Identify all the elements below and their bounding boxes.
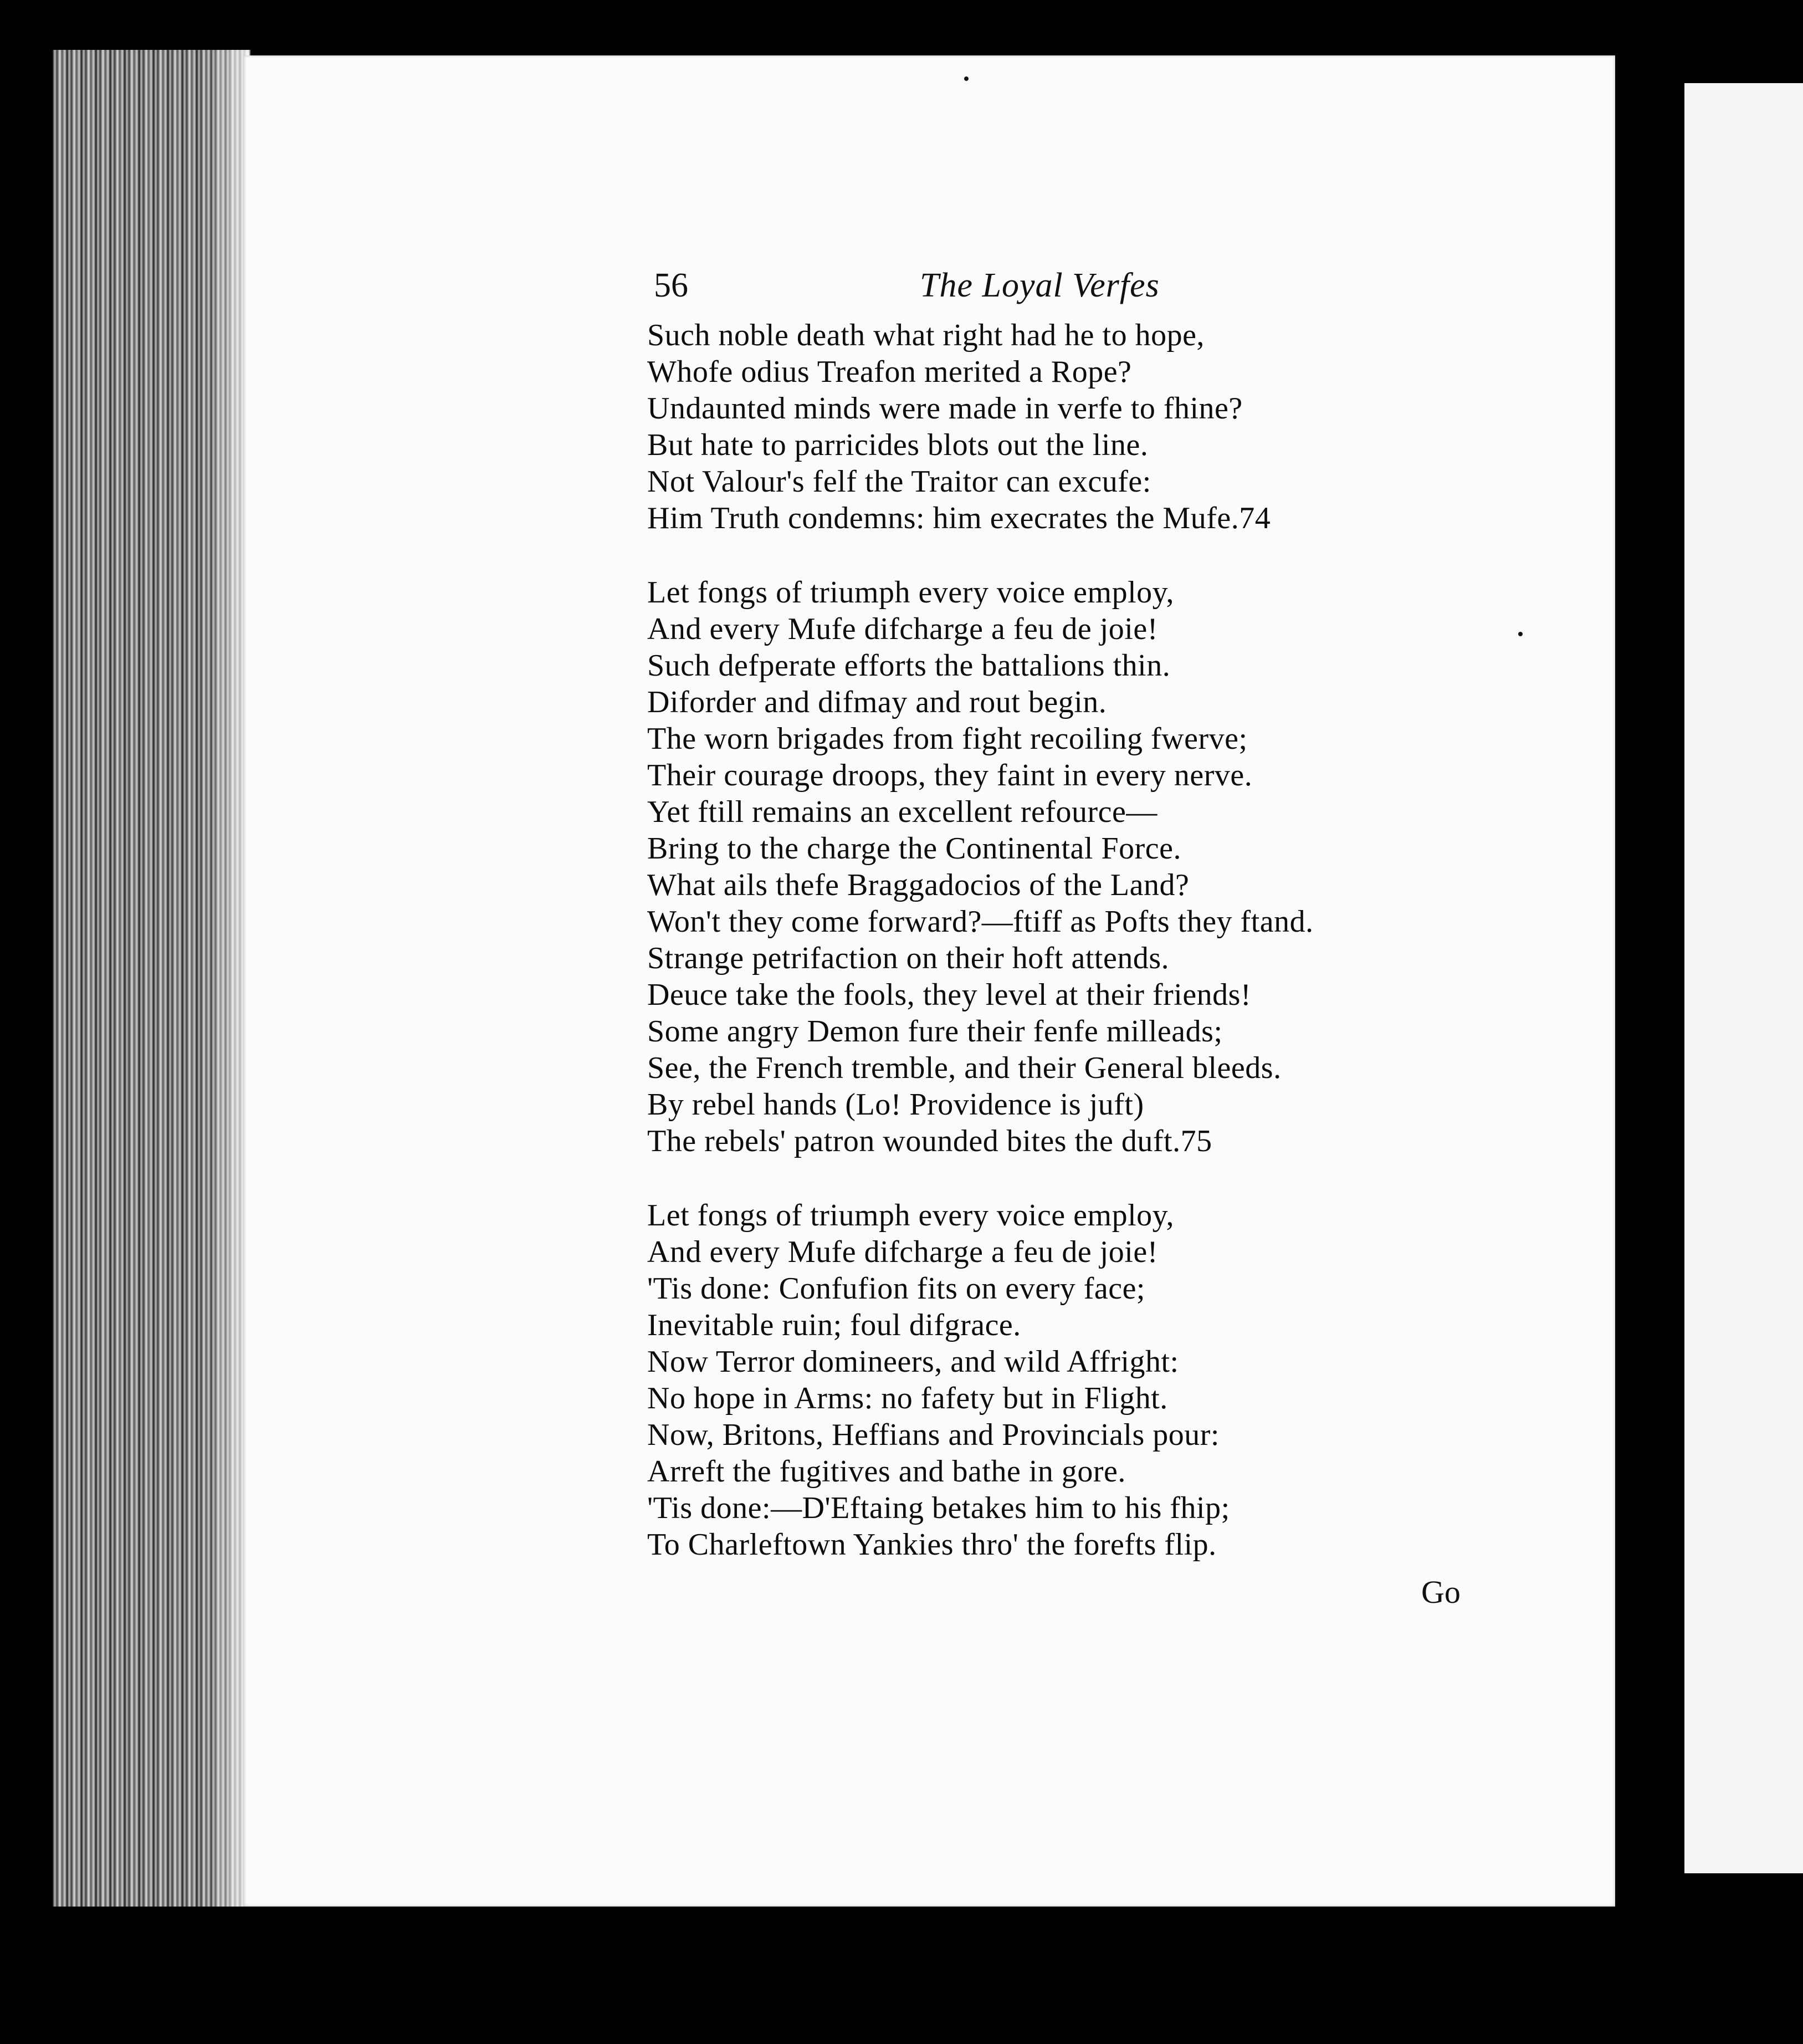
verse-line: Him Truth condemns: him execrates the Mufe.74 bbox=[647, 501, 1271, 535]
verse-line: Now, Britons, Heffians and Provincials pour: bbox=[647, 1418, 1220, 1452]
verse-line: Such defperate efforts the battalions thin. bbox=[647, 648, 1171, 683]
verse-line: Arreft the fugitives and bathe in gore. bbox=[647, 1454, 1126, 1489]
verse-line: Not Valour's felf the Traitor can excufe: bbox=[647, 464, 1151, 499]
verse-line: Some angry Demon fure their fenfe milleads; bbox=[647, 1014, 1223, 1049]
verse-line: What ails thefe Braggadocios of the Land? bbox=[647, 868, 1190, 902]
book-gutter bbox=[1657, 83, 1684, 1873]
verse-line: Diforder and difmay and rout begin. bbox=[647, 685, 1107, 719]
verse-line: 'Tis done:—D'Eftaing betakes him to his fhip; bbox=[647, 1491, 1230, 1525]
stanza-1 bbox=[647, 317, 1534, 536]
verse-line: See, the French tremble, and their General bleeds. bbox=[647, 1051, 1282, 1085]
verse-line: Bring to the charge the Continental Force. bbox=[647, 831, 1181, 866]
poem-body bbox=[647, 317, 1534, 1601]
verse-line: 'Tis done: Confufion fits on every face; bbox=[647, 1271, 1145, 1306]
verse-line: But hate to parricides blots out the line. bbox=[647, 428, 1149, 462]
verse-line: Whofe odius Treafon merited a Rope? bbox=[647, 355, 1132, 389]
verse-line: Won't they come forward?—ftiff as Pofts they ftand. bbox=[647, 905, 1314, 939]
verse-line: Now Terror domineers, and wild Affright: bbox=[647, 1345, 1179, 1379]
verse-line: Let fongs of triumph every voice employ, bbox=[647, 575, 1174, 610]
verse-line: Deuce take the fools, they level at their friends! bbox=[647, 978, 1252, 1012]
facing-page-edge bbox=[1684, 83, 1803, 1873]
verse-line: Their courage droops, they faint in every nerve. bbox=[647, 758, 1253, 793]
verse-line: And every Mufe difcharge a feu de joie! bbox=[647, 1235, 1158, 1269]
page-edges bbox=[53, 50, 250, 1907]
speck bbox=[964, 76, 969, 81]
verse-line: The worn brigades from fight recoiling fwerve; bbox=[647, 722, 1248, 756]
verse-line: Such noble death what right had he to hope, bbox=[647, 318, 1205, 352]
verse-line: Undaunted minds were made in verfe to fhine? bbox=[647, 391, 1243, 426]
verse-line: Yet ftill remains an excellent refource— bbox=[647, 795, 1157, 829]
verse-line: Strange petrifaction on their hoft attends. bbox=[647, 941, 1170, 975]
stanza-2 bbox=[647, 574, 1534, 1159]
verse-line: Inevitable ruin; foul difgrace. bbox=[647, 1308, 1021, 1342]
verse-line: To Charleftown Yankies thro' the forefts flip. bbox=[647, 1527, 1217, 1562]
verse-line: No hope in Arms: no fafety but in Flight. bbox=[647, 1381, 1168, 1416]
catchword: Go bbox=[1421, 1574, 1461, 1610]
running-head bbox=[654, 255, 1263, 316]
verse-line: By rebel hands (Lo! Providence is juft) bbox=[647, 1087, 1144, 1122]
verse-line: The rebels' patron wounded bites the duft.75 bbox=[647, 1124, 1212, 1158]
stanza-3 bbox=[647, 1197, 1534, 1563]
page-number: 56 bbox=[654, 267, 688, 304]
verse-line: And every Mufe difcharge a feu de joie! bbox=[647, 612, 1158, 646]
running-title: The Loyal Verfes bbox=[920, 267, 1160, 304]
verse-line: Let fongs of triumph every voice employ, bbox=[647, 1198, 1174, 1233]
